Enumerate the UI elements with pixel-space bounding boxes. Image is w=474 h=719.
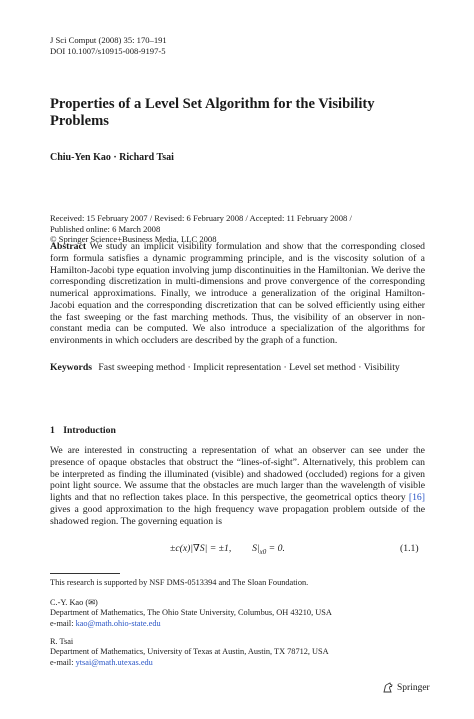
citation-link[interactable]: [16]: [408, 492, 425, 503]
author2-email-link[interactable]: ytsai@math.utexas.edu: [75, 657, 153, 667]
title-line-1: Properties of a Level Set Algorithm for the Visibility: [50, 96, 375, 112]
section-number: 1: [50, 425, 55, 436]
author2-info: [50, 637, 329, 668]
author1-name: C.-Y. Kao (✉): [50, 598, 98, 607]
journal-citation: J Sci Comput (2008) 35: 170–191: [50, 35, 167, 45]
author2-affiliation: Department of Mathematics, University of Texas at Austin, Austin, TX 78712, USA: [50, 647, 329, 657]
article-title: [50, 96, 440, 130]
author-list: Chiu-Yen Kao · Richard Tsai: [50, 152, 174, 163]
author2-email-line: [50, 658, 329, 668]
equation-1-1: [170, 543, 285, 556]
intro-paragraph: [50, 445, 425, 527]
publisher-name: Springer: [397, 683, 430, 693]
dates-line-1: Received: 15 February 2007 / Revised: 6 February 2008 / Accepted: 11 February 2008 /: [50, 213, 352, 223]
author2-email-prefix: e-mail:: [50, 657, 76, 667]
keywords-label: Keywords: [50, 362, 92, 373]
author1-email-prefix: e-mail:: [50, 618, 76, 628]
abstract-label: Abstract: [50, 241, 87, 252]
springer-horse-icon: [382, 682, 394, 694]
author1-affiliation: Department of Mathematics, The Ohio State University, Columbus, OH 43210, USA: [50, 608, 332, 618]
dates-line-2: Published online: 6 March 2008: [50, 223, 161, 234]
equation-right: [252, 543, 285, 554]
intro-text-2: gives a good approximation to the high frequency wave propagation problem outside of the shadowed region. The governing equation is: [50, 503, 425, 527]
keywords-text: Fast sweeping method · Implicit representation · Level set method · Visibility: [98, 362, 400, 373]
publication-dates: [50, 213, 440, 245]
keywords: [50, 362, 430, 373]
publisher-logo: [382, 682, 430, 694]
section-title: Introduction: [63, 425, 116, 436]
equation-right-end: = 0.: [266, 543, 285, 554]
abstract: [50, 241, 425, 347]
title-line-2: Problems: [50, 113, 109, 129]
section-heading: [50, 425, 116, 436]
author1-email-link[interactable]: kao@math.ohio-state.edu: [75, 618, 161, 628]
doi-line: DOI 10.1007/s10915-008-9197-5: [50, 46, 166, 56]
intro-text-1: We are interested in constructing a representation of what an observer can see under the presence of opaque obstacles that obstruct the “lines-of-sight”. Alternatively, this problem can be interpreted as finding the illuminated (visible) and shadowed (occluded) regions for a given point light source. We assume that the obstacles are much larger than the wavelength of visible lights and that no reflection takes place. In this perspective, the geometrical optics theory: [50, 445, 425, 503]
author2-name: R. Tsai: [50, 637, 74, 646]
author1-email-line: [50, 619, 332, 629]
journal-header: [50, 35, 167, 57]
equation-subscript: x0: [259, 547, 267, 556]
funding-note: This research is supported by NSF DMS-0513394 and The Sloan Foundation.: [50, 578, 309, 587]
abstract-text: We study an implicit visibility formulation and show that the corresponding closed form formula satisfies a dynamic programming principle, and is the viscosity solution of a Hamilton-Jacobi type equation involving jump discontinuities in the Hamiltonian. We derive the corresponding discretization in multi-dimensions and prove convergence of the corresponding numerical approximations. Finally, we introduce a generalization of the original Hamilton-Jacobi equation and the corresponding discretization that can be solved efficiently using either the fast sweeping or the fast marching methods. Thus, the visibility of an observer in non-constant media can be computed. We also introduce a specialization of the algorithms for environments in which occluders are described by the graph of a function.: [50, 241, 425, 346]
equation-right-main: S|: [252, 543, 260, 554]
copyright-line: © Springer Science+Business Media, LLC 2008: [50, 234, 217, 245]
author1-info: [50, 598, 332, 629]
equation-number: (1.1): [400, 543, 419, 554]
equation-left: ±c(x)|∇S| = ±1,: [170, 543, 232, 554]
footnote-divider: [50, 573, 120, 574]
